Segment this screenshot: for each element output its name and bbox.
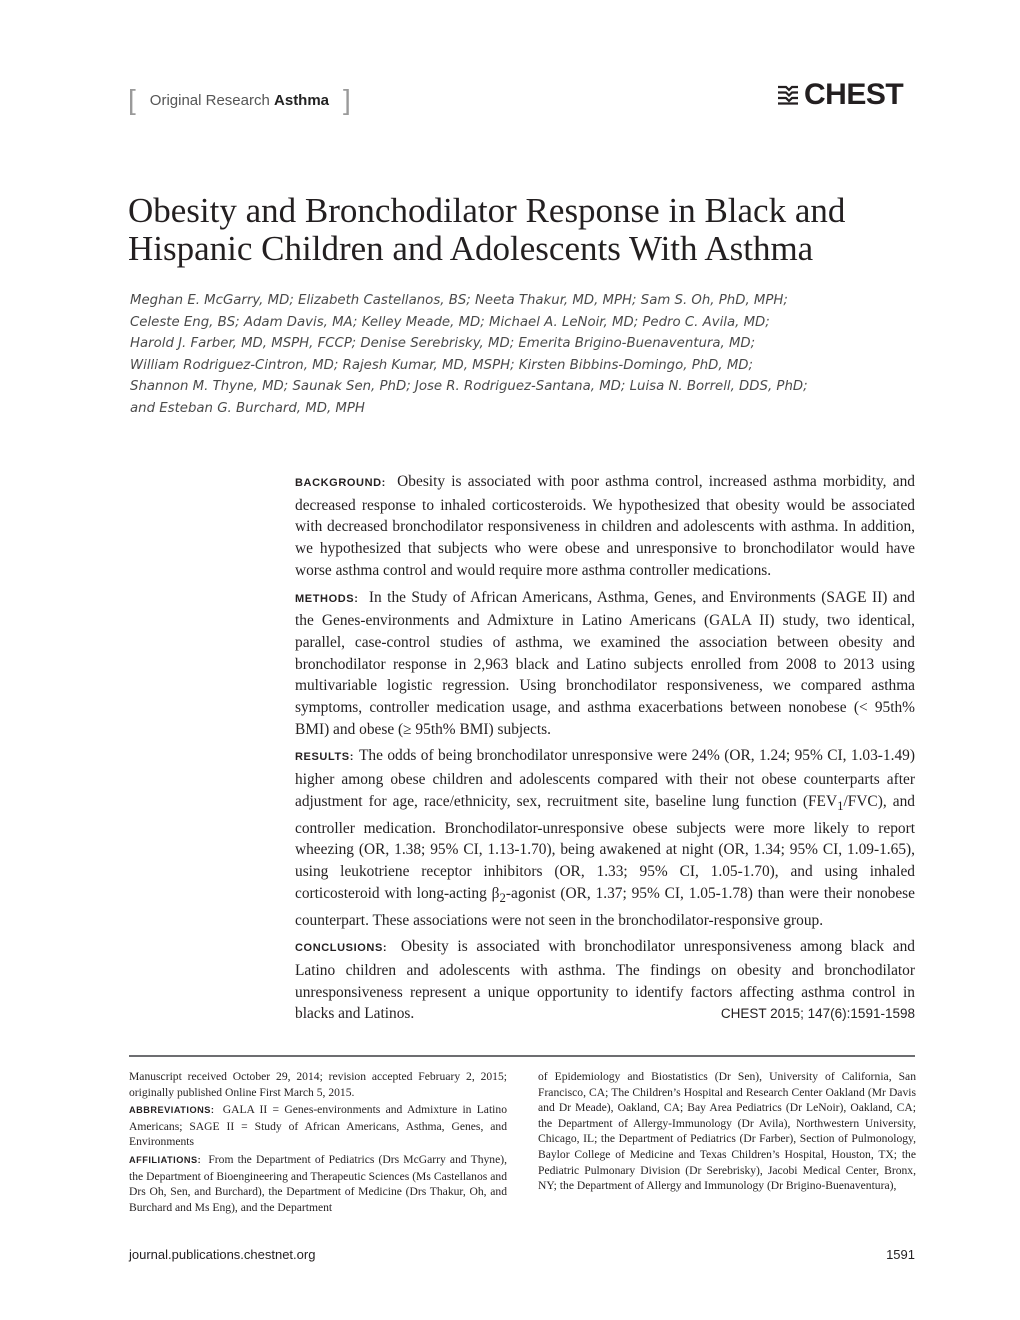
section-label xyxy=(136,92,343,109)
right-bracket: ] xyxy=(343,84,351,115)
footnotes-left-column xyxy=(129,1069,507,1217)
section-tag xyxy=(128,86,351,114)
affiliations-label: AFFILIATIONS: xyxy=(129,1154,202,1165)
affiliations-text: From the Department of Pediatrics (Drs McGarry and Thyne), the Department of Bioengineering and Therapeutic Sciences (Ms Castellanos and Drs Oh, Sen, and Burchard), the Department of Medicine (Drs Thakur, Oh, and Burchard and Ms Eng), and the Department xyxy=(129,1152,507,1214)
article-title xyxy=(128,192,918,268)
author-line: Shannon M. Thyne, MD; Saunak Sen, PhD; Jose R. Rodriguez-Santana, MD; Luisa N. Borrell, DDS, PhD; xyxy=(130,379,808,395)
results-text-2: /FVC), and controller medication. Bronchodilator-unresponsive obese subjects were more likely to report wheezing (OR, 1.38; 95% CI, 1.13-1.70), being awakened at night (OR, 1.34; 95% CI, 1.09-1.65), using leukotriene receptor inhibitors (OR, 1.33; 95% CI, 1.05-1.70), and using inhaled corticosteroid with long-acting β xyxy=(295,792,915,902)
abstract-results xyxy=(295,745,915,931)
title-line: Obesity and Bronchodilator Response in Black and xyxy=(128,191,846,230)
section-topic: Asthma xyxy=(274,91,330,109)
author-line: Harold J. Farber, MD, MSPH, FCCP; Denise Serebrisky, MD; Emerita Brigino-Buenaventura, MD; xyxy=(130,336,756,352)
author-line: Celeste Eng, BS; Adam Davis, MA; Kelley Meade, MD; Michael A. LeNoir, MD; Pedro C. Avila, MD; xyxy=(130,314,770,330)
section-prefix: Original Research xyxy=(149,91,270,109)
author-list xyxy=(130,290,930,420)
methods-text: In the Study of African Americans, Asthma, Genes, and Environments (SAGE II) and the Genes-environments and Admixture in Latino Americans (GALA II) study, two identical, parallel, case-control studies of asthma, we examined the association between obesity and bronchodilator response in 2,963 black and Latino subjects enrolled from 2008 to 2013 using multivariable logistic regression. Using bronchodilator responsiveness, we compared asthma symptoms, controller medication usage, and asthma exacerbations between nonobese (< 95th% BMI) and obese (≥ 95th% BMI) subjects. xyxy=(295,588,915,738)
affiliations xyxy=(129,1152,507,1215)
abstract-background xyxy=(295,471,915,582)
abstract-methods xyxy=(295,587,915,741)
author-line: and Esteban G. Burchard, MD, MPH xyxy=(130,400,365,416)
conclusions-label: CONCLUSIONS: xyxy=(295,942,388,955)
conclusions-text: Obesity is associated with bronchodilator unresponsiveness among black and Latino children and adolescents with asthma. The findings on obesity and bronchodilator unresponsiveness represent a unique opportunity to identify factors affecting asthma control in blacks and Latinos. xyxy=(295,938,915,1023)
footnote-divider xyxy=(129,1055,915,1057)
results-subscript-1: 1 xyxy=(837,798,844,813)
title-line: Hispanic Children and Adolescents With Asthma xyxy=(128,229,814,268)
abbreviations-label: ABBREVIATIONS: xyxy=(129,1105,215,1116)
results-label: RESULTS: xyxy=(295,751,354,764)
left-bracket: [ xyxy=(128,84,136,115)
methods-label: METHODS: xyxy=(295,592,359,605)
background-label: BACKGROUND: xyxy=(295,477,386,489)
results-text-1: The odds of being bronchodilator unresponsive were 24% (OR, 1.24; 95% CI, 1.03-1.49) higher among obese children and adolescents compared with their not obese counterparts after adjustment for age, race/ethnicity, sex, recruitment site, baseline lung function (FEV xyxy=(295,747,915,810)
abstract-conclusions xyxy=(295,936,915,1025)
results-subscript-2: 2 xyxy=(499,890,506,905)
abbreviations xyxy=(129,1102,507,1150)
chest-logo-icon xyxy=(776,84,800,106)
author-line: Meghan E. McGarry, MD; Elizabeth Castellanos, BS; Neeta Thakur, MD, MPH; Sam S. Oh, PhD, MPH; xyxy=(130,293,788,308)
chest-logo xyxy=(776,78,903,112)
logo-text: CHEST xyxy=(804,78,904,111)
background-text: Obesity is associated with poor asthma control, increased asthma morbidity, and decreased response to inhaled corticosteroids. We hypothesized that obesity would be associated with decreased bronchodilator responsiveness in children and adolescents with asthma. In addition, we hypothesized that subjects who were obese and unresponsive to bronchodilator would have worse asthma control and would require more asthma controller medications. xyxy=(295,473,915,579)
author-line: William Rodriguez-Cintron, MD; Rajesh Kumar, MD, MSPH; Kirsten Bibbins-Domingo, PhD, MD; xyxy=(130,357,754,373)
manuscript-received: Manuscript received October 29, 2014; revision accepted February 2, 2015; originally published Online First March 5, 2015. xyxy=(129,1070,507,1099)
affiliations-continued: of Epidemiology and Biostatistics (Dr Sen), University of California, San Francisco, CA; The Children’s Hospital and Research Center Oakland (Mr Davis and Dr Meade), Oakland, CA; Bay Area Pediatrics (Dr LeNoir), Oakland, CA; the Department of Allergy-Immunology (Dr Avila), Northwestern University, Chicago, IL; the Department of Pediatrics (Dr Farber), Section of Pulmonology, Baylor College of Medicine and Texas Children’s Hospital, Houston, TX; the Pediatric Pulmonary Division (Dr Serebrisky), Jacobi Medical Center, Bronx, NY; the Department of Allergy and Immunology (Dr Brigino-Buenaventura), xyxy=(538,1070,916,1193)
page-number: 1591 xyxy=(886,1247,915,1262)
abbreviations-text: GALA II = Genes-environments and Admixture in Latino Americans; SAGE II = Study of African Americans, Asthma, Genes, and Environments xyxy=(129,1103,507,1149)
footnotes-right-column xyxy=(538,1069,916,1196)
citation: CHEST 2015; 147(6):1591-1598 xyxy=(720,1006,915,1022)
results-text-3: -agonist (OR, 1.37; 95% CI, 1.05-1.78) than were their nonobese counterpart. These associations were not seen in the bronchodilator-responsive group. xyxy=(295,884,915,929)
abstract xyxy=(295,471,915,1030)
journal-url[interactable]: journal.publications.chestnet.org xyxy=(129,1247,316,1262)
